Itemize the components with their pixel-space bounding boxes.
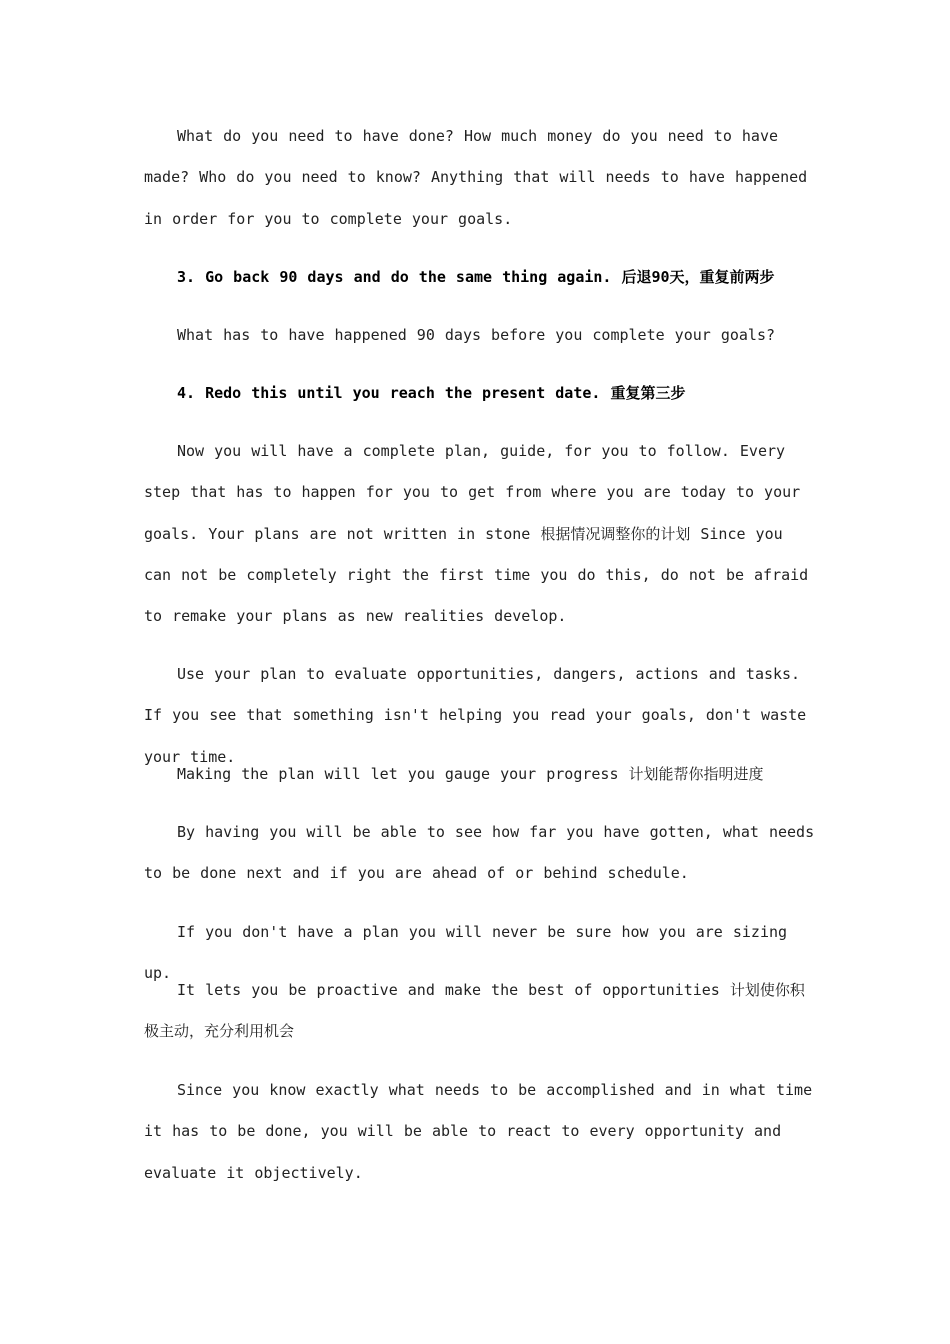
paragraph-complete-plan: Now you will have a complete plan, guide, for you to follow. Every step that has to happen for you to get from where you are today to your goals. Your plans are not written in stone 根据情况调整你的计划 Since you can not be completely right the first time you do this, do not be afraid to remake your plans as new realities develop. bbox=[144, 442, 809, 626]
paragraph-goals-questions: What do you need to have done? How much money do you need to have made? Who do you need to know? Anything that will needs to have happened in order for you to complete your goals. bbox=[144, 127, 808, 228]
paragraph-90-days: What has to have happened 90 days before you complete your goals? bbox=[177, 326, 775, 344]
paragraph-proactive: It lets you be proactive and make the best of opportunities 计划使你积极主动，充分利用机会 bbox=[144, 981, 805, 1041]
heading-step-3: 3. Go back 90 days and do the same thing again. 后退90天，重复前两步 bbox=[177, 268, 775, 286]
paragraph-gauge-progress: Making the plan will let you gauge your progress 计划能帮你指明进度 bbox=[177, 765, 764, 783]
heading-step-4: 4. Redo this until you reach the present date. 重复第三步 bbox=[177, 384, 686, 402]
paragraph-evaluate-opportunities: Use your plan to evaluate opportunities, dangers, actions and tasks. If you see that something isn't helping you read your goals, don't waste your time. bbox=[144, 665, 807, 766]
paragraph-how-far: By having you will be able to see how far you have gotten, what needs to be done next and if you are ahead of or behind schedule. bbox=[144, 823, 815, 883]
paragraph-no-plan: If you don't have a plan you will never be sure how you are sizing up. bbox=[144, 923, 788, 983]
paragraph-react-objectively: Since you know exactly what needs to be accomplished and in what time it has to be done, you will be able to react to every opportunity and evaluate it objectively. bbox=[144, 1081, 813, 1182]
